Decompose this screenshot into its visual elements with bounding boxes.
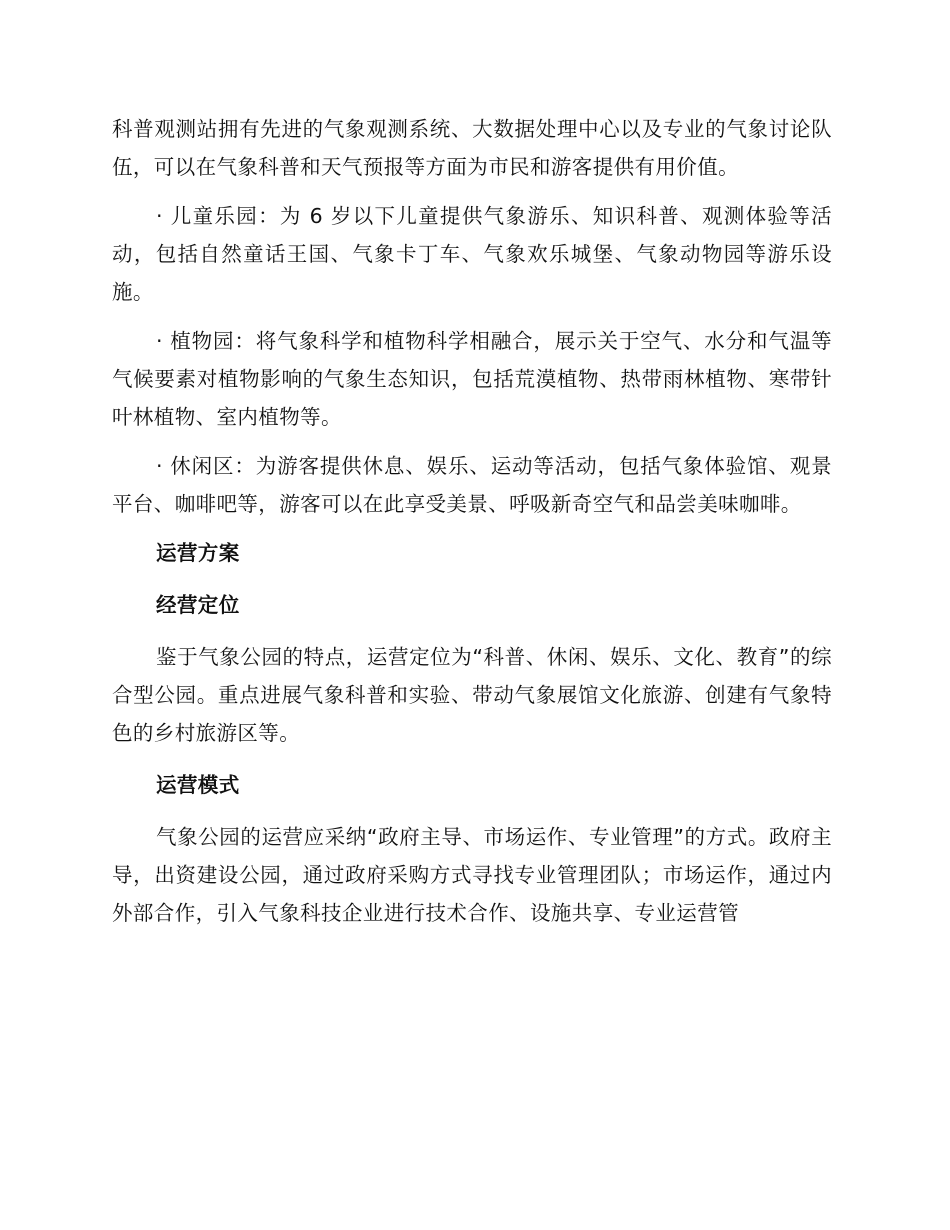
- heading-business-positioning: 经营定位: [156, 593, 240, 617]
- paragraph-operation-mode: 气象公园的运营应采纳“政府主导、市场运作、专业管理”的方式。政府主导，出资建设公园，通过政府采购方式寻找专业管理团队；市场运作，通过内外部合作，引入气象科技企业进行技术合作、设施共享、专业运营管: [112, 825, 832, 925]
- heading-operation-mode: 运营模式: [156, 773, 240, 797]
- paragraph-observatory: 科普观测站拥有先进的气象观测系统、大数据处理中心以及专业的气象讨论队伍，可以在气象科普和天气预报等方面为市民和游客提供有用价值。: [112, 117, 832, 179]
- paragraph-botanical-garden: · 植物园：将气象科学和植物科学相融合，展示关于空气、水分和气温等气候要素对植物影响的气象生态知识，包括荒漠植物、热带雨林植物、寒带针叶林植物、室内植物等。: [112, 329, 832, 429]
- heading-operation-plan: 运营方案: [156, 541, 240, 565]
- paragraph-children-park: · 儿童乐园：为 6 岁以下儿童提供气象游乐、知识科普、观测体验等活动，包括自然童话王国、气象卡丁车、气象欢乐城堡、气象动物园等游乐设施。: [112, 204, 832, 304]
- paragraph-positioning: 鉴于气象公园的特点，运营定位为“科普、休闲、娱乐、文化、教育”的综合型公园。重点进展气象科普和实验、带动气象展馆文化旅游、创建有气象特色的乡村旅游区等。: [112, 645, 832, 745]
- paragraph-leisure-area: · 休闲区：为游客提供休息、娱乐、运动等活动，包括气象体验馆、观景平台、咖啡吧等，游客可以在此享受美景、呼吸新奇空气和品尝美味咖啡。: [112, 454, 832, 516]
- document-body: [112, 110, 832, 932]
